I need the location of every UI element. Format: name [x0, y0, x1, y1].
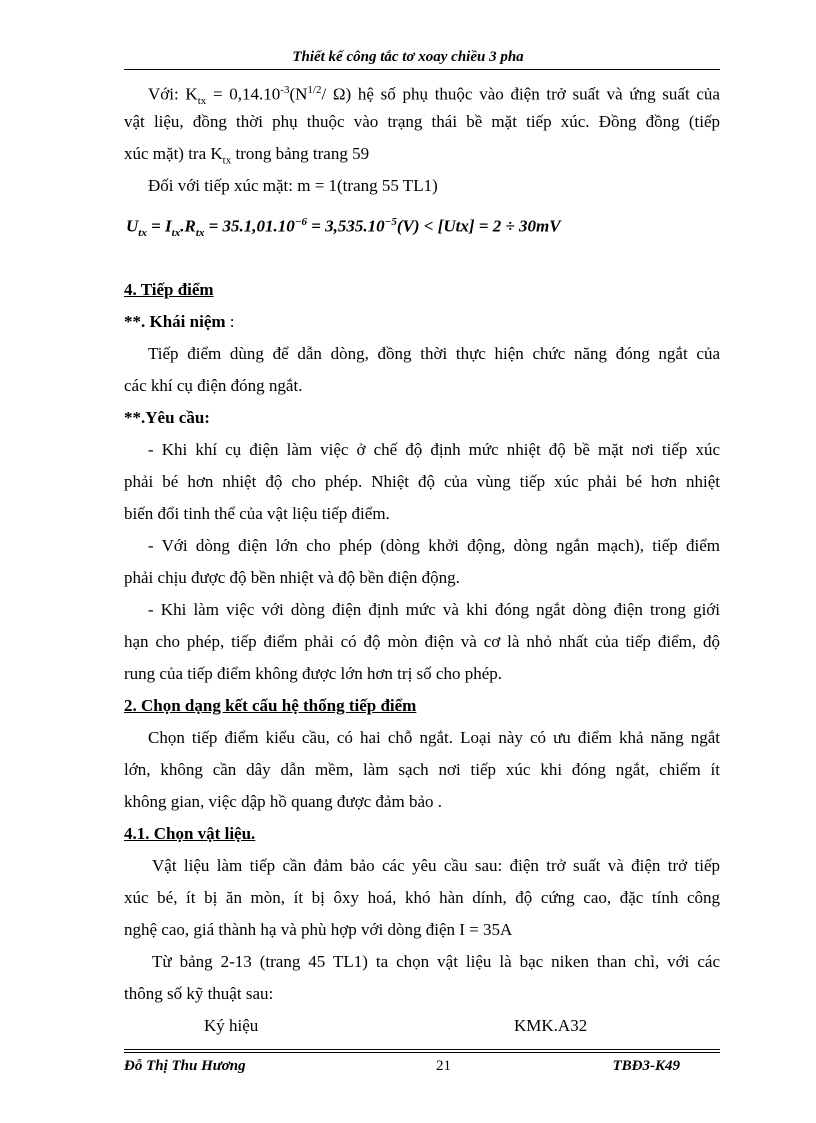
footer-author: Đỗ Thị Thu Hương [124, 1058, 246, 1074]
page-body [124, 74, 720, 1042]
paragraph-line: các khí cụ điện đóng ngắt. [124, 376, 303, 395]
paragraph-line: - Khi làm việc với dòng điện định mức và khi đóng ngắt dòng điện trong giới [148, 600, 720, 619]
voltage-drop-formula: $U_{tx} = I_{tx}.R_{tx} = 35.1,01.10^{-6} = 3,535.10^{-5}(V) < [Utx] = 2 \div 30mV$ [126, 216, 561, 240]
page-footer [124, 1055, 720, 1077]
paragraph-line: phải chịu được độ bền nhiệt và độ bền điện động. [124, 568, 460, 587]
footer-rule-top [124, 1049, 720, 1050]
paragraph-line: xúc bé, ít bị ăn mòn, ít bị ôxy hoá, khó hàn dính, độ cứng cao, đặc tính công [124, 888, 720, 907]
paragraph-line: phải bé hơn nhiệt độ cho phép. Nhiệt độ của vùng tiếp xúc phải bé hơn nhiệt [124, 472, 720, 491]
paragraph-line: không gian, việc dập hồ quang được đảm bảo . [124, 792, 442, 811]
paragraph-line: biến đổi tinh thể của vật liệu tiếp điểm. [124, 504, 390, 523]
paragraph-line: Vật liệu làm tiếp cần đảm bảo các yêu cầu sau: điện trở suất và điện trở tiếp [152, 856, 720, 875]
paragraph-line: thông số kỹ thuật sau: [124, 984, 274, 1003]
paragraph-line: Đối với tiếp xúc mặt: m = 1(trang 55 TL1) [148, 176, 438, 195]
spec-row [124, 1010, 720, 1042]
page-number: 21 [436, 1058, 451, 1074]
page-header-title: Thiết kế công tắc tơ xoay chiều 3 pha [292, 49, 524, 65]
section-heading: 4.1. Chọn vật liệu. [124, 824, 256, 843]
footer-rule-bottom [124, 1052, 720, 1053]
paragraph-line: Tiếp điểm dùng để dẫn dòng, đồng thời thực hiện chức năng đóng ngắt của [148, 344, 720, 363]
paragraph-line: lớn, không cần dây dẫn mềm, làm sạch nơi tiếp xúc khi đóng ngắt, chiếm ít [124, 760, 720, 779]
subheading: **.Yêu cầu: [124, 408, 210, 427]
spec-value: KMK.A32 [514, 1016, 588, 1035]
paragraph-line: - Khi khí cụ điện làm việc ở chế độ định mức nhiệt độ bề mặt nơi tiếp xúc [148, 440, 720, 459]
header-rule [124, 69, 720, 70]
paragraph-line: nghệ cao, giá thành hạ và phù hợp với dòng điện I = 35A [124, 920, 513, 939]
paragraph-line: Từ bảng 2-13 (trang 45 TL1) ta chọn vật liệu là bạc niken than chì, với các [152, 952, 720, 971]
paragraph-line: Với: $K_{tx} = 0,14.10^{-3}(N^{1/2}/$ Ω) hệ số phụ thuộc vào điện trở suất và ứng suất của [148, 84, 720, 106]
subheading: **. Khái niệm : [124, 312, 235, 331]
paragraph-line: Chọn tiếp điểm kiểu cầu, có hai chỗ ngắt. Loại này có ưu điểm khả năng ngắt [148, 728, 720, 747]
paragraph-line: vật liệu, đồng thời phụ thuộc vào trạng thái bề mặt tiếp xúc. Đồng đồng (tiếp [124, 112, 720, 131]
section-heading: 4. Tiếp điểm [124, 280, 214, 299]
section-heading: 2. Chọn dạng kết cấu hệ thống tiếp điểm [124, 696, 417, 715]
paragraph-line: rung của tiếp điểm không được lớn hơn trị số cho phép. [124, 664, 503, 683]
spec-label: Ký hiệu [204, 1016, 259, 1035]
paragraph-line: - Với dòng điện lớn cho phép (dòng khởi động, dòng ngắn mạch), tiếp điểm [148, 536, 720, 555]
footer-class-code: TBĐ3-K49 [612, 1058, 680, 1074]
paragraph-line: hạn cho phép, tiếp điểm phải có độ mòn điện và cơ là nhỏ nhất của tiếp điểm, độ [124, 632, 720, 651]
paragraph-line: xúc mặt) tra $K_{tx}$ trong bảng trang 59 [124, 144, 370, 167]
